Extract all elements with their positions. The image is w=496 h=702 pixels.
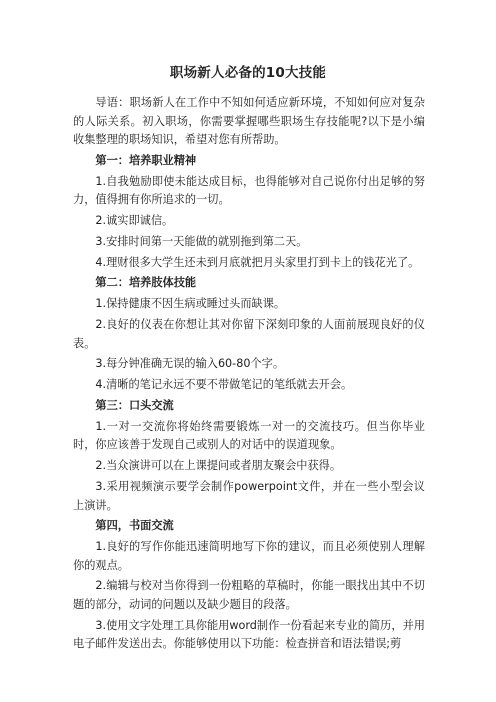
list-item: 1.自我勉励即使未能达成目标，也得能够对自己说你付出足够的努力，值得拥有你所追求的一切。 <box>73 174 425 207</box>
section-heading-2: 第二：培养肢体技能 <box>95 276 197 290</box>
section-heading-1: 第一：培养职业精神 <box>95 153 197 167</box>
list-item: 2.良好的仪表在你想让其对你留下深刻印象的人面前展现良好的仪表。 <box>73 318 425 350</box>
list-item: 4.理财很多大学生还未到月底就把月头家里打到卡上的钱花光了。 <box>95 255 420 269</box>
list-item: 4.清晰的笔记永远不要不带做笔记的笔纸就去开会。 <box>95 378 353 392</box>
list-item: 3.安排时间第一天能做的就别拖到第二天。 <box>95 234 308 248</box>
list-item: 2.编辑与校对当你得到一份粗略的草稿时，你能一眼找出其中不切题的部分，动词的问题以及缺少题目的段落。 <box>73 579 425 612</box>
list-item: 1.保持健康不因生病或睡过头而缺课。 <box>95 297 286 311</box>
list-item: 3.使用文字处理工具你能用word制作一份看起来专业的简历，并用电子邮件发送出去。你能够使用以下功能：检查拼音和语法错误;剪 <box>73 618 425 651</box>
list-item: 3.每分钟准确无误的输入60-80个字。 <box>95 357 285 371</box>
intro-paragraph: 导语：职场新人在工作中不知如何适应新环境，不知如何应对复杂的人际关系。初入职场，你需要掌握哪些职场生存技能呢?以下是小编收集整理的职场知识，希望对您有所帮助。 <box>73 96 425 147</box>
list-item: 3.采用视频演示要学会制作powerpoint文件，并在一些小型会议上演讲。 <box>73 479 425 512</box>
list-item: 2.当众演讲可以在上课提问或者朋友聚会中获得。 <box>95 459 342 473</box>
document-body <box>73 94 425 656</box>
list-item: 2.诚实即诚信。 <box>95 214 174 228</box>
document-title: 职场新人必备的10大技能 <box>169 65 327 81</box>
section-heading-4: 第四，书面交流 <box>95 519 174 533</box>
list-item: 1.一对一交流你将始终需要锻炼一对一的交流技巧。但当你毕业时，你应该善于发现自己或别人的对话中的误道现象。 <box>73 419 425 452</box>
section-heading-3: 第三：口头交流 <box>95 398 174 412</box>
list-item: 1.良好的写作你能迅速简明地写下你的建议，而且必须使别人理解你的观点。 <box>73 540 425 572</box>
